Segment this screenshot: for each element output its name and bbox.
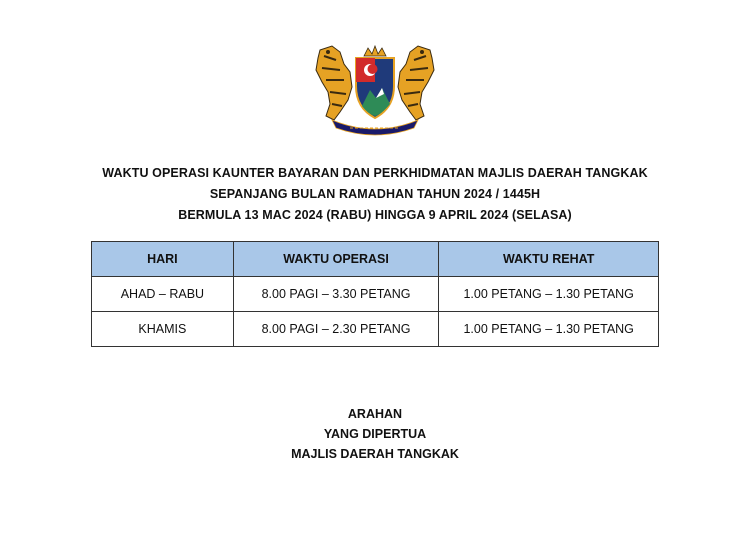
shield-icon <box>356 58 394 118</box>
notice-heading <box>0 163 750 226</box>
left-tiger-icon <box>316 46 352 120</box>
signoff-line-1: ARAHAN <box>347 407 403 421</box>
table-row <box>92 312 659 347</box>
column-header-break-time: WAKTU REHAT <box>439 242 659 277</box>
column-header-day: HARI <box>92 242 234 277</box>
table-cell-break-time: 1.00 PETANG – 1.30 PETANG <box>439 277 659 312</box>
heading-line-3: BERMULA 13 MAC 2024 (RABU) HINGGA 9 APRIL 2024 (SELASA) <box>178 208 572 222</box>
table-cell-day: KHAMIS <box>92 312 234 347</box>
table-header-row <box>92 242 659 277</box>
crown-icon <box>364 46 386 56</box>
right-tiger-icon <box>398 46 434 120</box>
heading-line-1: WAKTU OPERASI KAUNTER BAYARAN DAN PERKHIDMATAN MAJLIS DAERAH TANGKAK <box>102 166 648 180</box>
operating-hours-table <box>91 241 659 347</box>
state-crest-icon <box>310 42 440 137</box>
table-cell-operating-hours: 8.00 PAGI – 2.30 PETANG <box>233 312 439 347</box>
heading-line-2: SEPANJANG BULAN RAMADHAN TAHUN 2024 / 1445H <box>209 187 541 201</box>
signoff-line-2: YANG DIPERTUA <box>323 427 427 441</box>
signoff-line-3: MAJLIS DAERAH TANGKAK <box>291 447 459 461</box>
signoff-block <box>0 404 750 464</box>
table-cell-operating-hours: 8.00 PAGI – 3.30 PETANG <box>233 277 439 312</box>
column-header-operating-hours: WAKTU OPERASI <box>233 242 439 277</box>
table-row <box>92 277 659 312</box>
table-cell-day: AHAD – RABU <box>92 277 234 312</box>
table-cell-break-time: 1.00 PETANG – 1.30 PETANG <box>439 312 659 347</box>
